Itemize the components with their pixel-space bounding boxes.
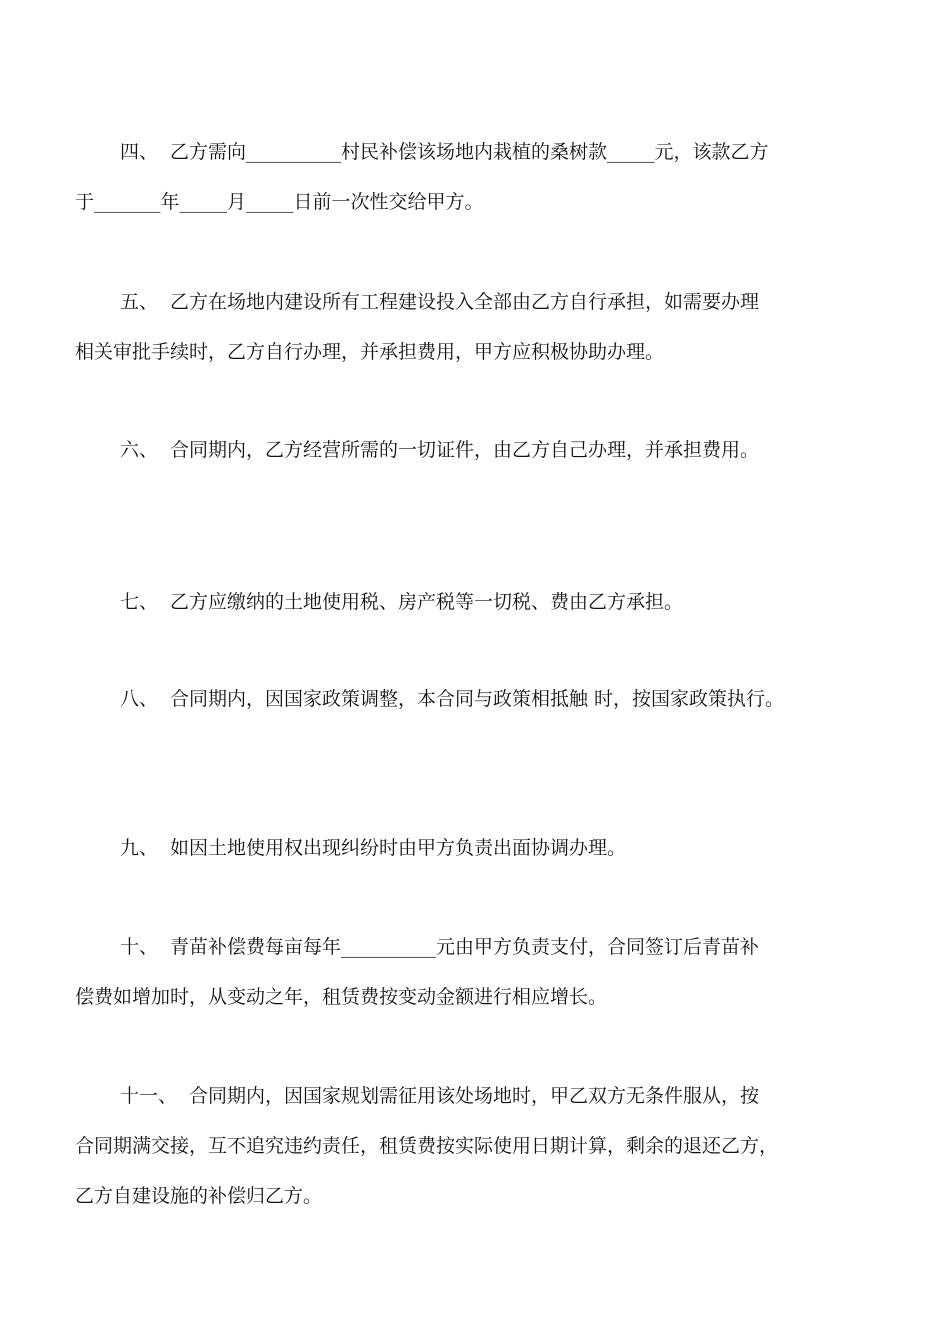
clause-number: 四、	[120, 141, 159, 163]
clause-10	[75, 922, 890, 1022]
clause-text: 偿费如增加时，从变动之年，租赁费按变动金额进行相应增长。	[75, 986, 608, 1008]
clause-5	[75, 277, 890, 377]
clause-number: 十、	[120, 936, 159, 958]
clause-text: 合同期内，因国家政策调整，本合同与政策相抵触 时，按国家政策执行。	[170, 688, 785, 710]
clause-4	[75, 127, 890, 227]
clause-number: 五、	[120, 291, 159, 313]
clause-line	[75, 1071, 890, 1121]
clause-line	[75, 972, 890, 1022]
clause-line	[75, 922, 890, 972]
clause-text: 青苗补偿费每亩每年__________元由甲方负责支付，合同签订后青苗补	[170, 936, 760, 958]
clause-number: 七、	[120, 591, 159, 613]
clause-line	[75, 277, 890, 327]
clause-11	[75, 1071, 890, 1221]
clause-line	[75, 177, 890, 227]
clause-line	[75, 577, 890, 627]
clause-line	[75, 327, 890, 377]
clause-line	[75, 674, 890, 724]
clause-number: 十一、	[120, 1085, 178, 1107]
clause-number: 八、	[120, 688, 159, 710]
clause-text: 合同期满交接，互不追究违约责任，租赁费按实际使用日期计算，剩余的退还乙方，	[75, 1135, 779, 1157]
clause-8	[75, 674, 890, 724]
clause-line	[75, 1121, 890, 1171]
clause-text: 乙方在场地内建设所有工程建设投入全部由乙方自行承担，如需要办理	[170, 291, 760, 313]
clause-9	[75, 823, 890, 873]
clause-number: 九、	[120, 837, 159, 859]
clause-line	[75, 127, 890, 177]
clause-text: 乙方需向__________村民补偿该场地内栽植的桑树款_____元，该款乙方	[170, 141, 769, 163]
clause-line	[75, 1171, 890, 1221]
clause-line	[75, 425, 890, 475]
clause-text: 如因土地使用权出现纠纷时由甲方负责出面协调办理。	[170, 837, 627, 859]
clause-text: 相关审批手续时，乙方自行办理，并承担费用，甲方应积极协助办理。	[75, 341, 665, 363]
clause-7	[75, 577, 890, 627]
clause-text: 合同期内，因国家规划需征用该处场地时，甲乙双方无条件服从，按	[189, 1085, 760, 1107]
clause-line	[75, 823, 890, 873]
clause-text: 乙方自建设施的补偿归乙方。	[75, 1185, 323, 1207]
clause-text: 于_______年_____月_____日前一次性交给甲方。	[75, 191, 484, 213]
clause-text: 合同期内，乙方经营所需的一切证件，由乙方自己办理，并承担费用。	[170, 439, 760, 461]
clause-6	[75, 425, 890, 475]
clause-text: 乙方应缴纳的土地使用税、房产税等一切税、费由乙方承担。	[170, 591, 684, 613]
clause-number: 六、	[120, 439, 159, 461]
